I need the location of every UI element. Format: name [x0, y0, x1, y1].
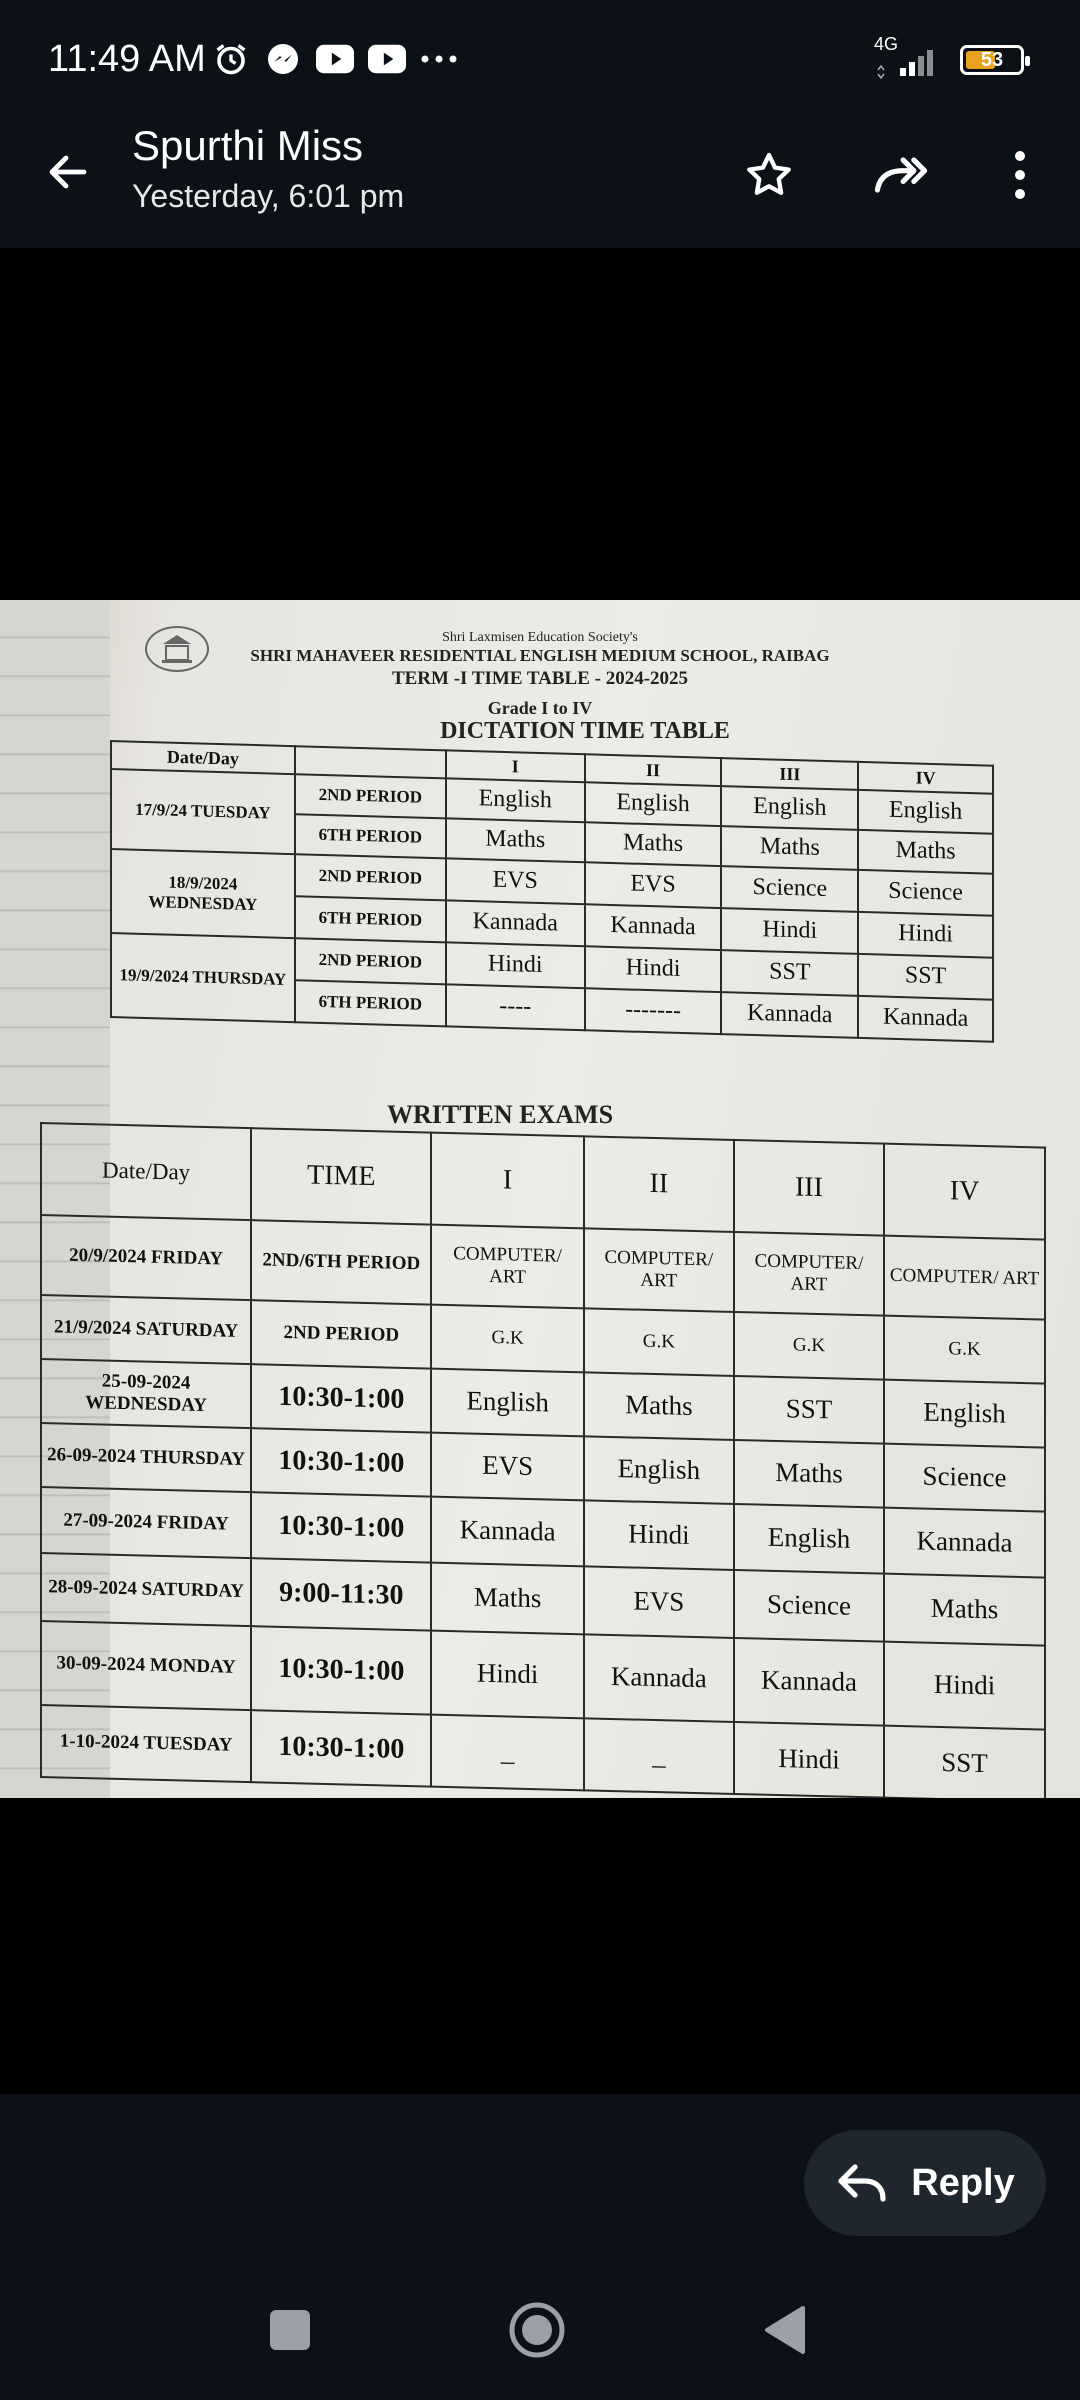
date-cell: 30-09-2024 MONDAY [41, 1621, 251, 1710]
header-cell: TIME [251, 1128, 431, 1224]
status-bar [0, 0, 1080, 120]
subject-cell: English [734, 1504, 884, 1574]
overflow-menu-button[interactable] [985, 140, 1055, 210]
subject-cell: EVS [446, 858, 585, 904]
app-bar [0, 120, 1080, 248]
date-cell: 26-09-2024 THURSDAY [41, 1423, 251, 1492]
battery-icon [960, 45, 1024, 75]
timetable-document [0, 600, 1080, 1798]
period-cell: 2ND PERIOD [295, 938, 446, 984]
subject-cell: Kannada [446, 900, 585, 946]
subject-cell: Kannada [585, 904, 722, 950]
subject-cell: Hindi [721, 908, 858, 954]
notification-icons [212, 40, 458, 78]
network-type: 4G [874, 34, 899, 54]
time-cell: 2ND PERIOD [251, 1300, 431, 1368]
more-dots-icon [420, 40, 458, 78]
subject-cell: Kannada [884, 1508, 1045, 1578]
subject-cell: Kannada [734, 1638, 884, 1726]
date-cell: 28-09-2024 SATURDAY [41, 1553, 251, 1626]
subject-cell: G.K [431, 1305, 583, 1373]
subject-cell: Hindi [584, 1500, 734, 1570]
subject-cell: Hindi [884, 1642, 1045, 1730]
reply-button[interactable] [804, 2130, 1046, 2236]
header-cell: III [734, 1140, 884, 1236]
subject-cell: COMPUTER/ ART [884, 1236, 1045, 1320]
subject-cell: English [721, 786, 858, 830]
subject-cell: Science [721, 866, 858, 912]
forward-button[interactable] [866, 140, 936, 210]
subject-cell: G.K [584, 1308, 734, 1376]
header-cell: I [431, 1133, 583, 1229]
subject-cell: Kannada [721, 992, 858, 1038]
star-button[interactable] [734, 140, 804, 210]
header-cell [295, 746, 446, 778]
subject-cell: SST [884, 1726, 1045, 1798]
written-exams-table [40, 1122, 1046, 1798]
written-exams-title: WRITTEN EXAMS [386, 1100, 614, 1129]
subject-cell: Hindi [431, 1631, 583, 1719]
period-cell: 6TH PERIOD [295, 896, 446, 942]
subject-cell: English [446, 778, 585, 822]
date-cell: 27-09-2024 FRIDAY [41, 1487, 251, 1558]
subject-cell: EVS [585, 862, 722, 908]
battery-level: 53 [980, 48, 1004, 71]
reply-icon [835, 2161, 889, 2205]
subject-cell: Kannada [584, 1634, 734, 1722]
subject-cell: English [585, 782, 722, 826]
nav-back-button[interactable] [744, 2290, 824, 2370]
date-cell: 21/9/2024 SATURDAY [41, 1295, 251, 1364]
time-cell: 10:30-1:00 [251, 1428, 431, 1496]
subject-cell: ------- [585, 988, 722, 1034]
image-viewer[interactable] [0, 600, 1080, 1798]
subject-cell: Science [734, 1570, 884, 1642]
time-cell: 10:30-1:00 [251, 1710, 431, 1786]
message-timestamp: Yesterday, 6:01 pm [132, 178, 405, 214]
subject-cell: COMPUTER/ ART [584, 1228, 734, 1312]
subject-cell: Maths [585, 822, 722, 866]
header-cell: IV [884, 1144, 1045, 1240]
subject-cell: _ [431, 1715, 583, 1791]
period-cell: 2ND PERIOD [295, 854, 446, 900]
subject-cell: Hindi [858, 912, 993, 958]
subject-cell: Science [884, 1444, 1045, 1512]
reply-label: Reply [911, 2161, 1015, 2204]
system-icons [874, 34, 1024, 80]
date-cell: 25-09-2024 WEDNESDAY [41, 1359, 251, 1428]
subject-cell: Maths [431, 1563, 583, 1635]
recents-icon [268, 2308, 312, 2352]
bottom-bar [0, 2094, 1080, 2400]
subject-cell: EVS [431, 1433, 583, 1501]
subject-cell: Hindi [585, 946, 722, 992]
date-cell: 18/9/2024 WEDNESDAY [111, 849, 295, 938]
header-cell: Date/Day [41, 1123, 251, 1220]
subject-cell: Maths [721, 826, 858, 870]
back-triangle-icon [761, 2304, 807, 2356]
subject-cell: Maths [858, 830, 993, 874]
time-cell: 10:30-1:00 [251, 1492, 431, 1562]
home-button[interactable] [497, 2290, 577, 2370]
subject-cell: Kannada [431, 1497, 583, 1567]
subject-cell: Maths [734, 1440, 884, 1508]
date-cell: 1-10-2024 TUESDAY [41, 1705, 251, 1782]
header-cell: II [584, 1136, 734, 1232]
subject-cell: COMPUTER/ ART [431, 1225, 583, 1309]
back-arrow-icon [44, 148, 92, 196]
subject-cell: SST [858, 954, 993, 1000]
home-icon [507, 2300, 567, 2360]
subject-cell: Maths [584, 1372, 734, 1440]
period-cell: 2ND PERIOD [295, 774, 446, 818]
subject-cell: Hindi [734, 1722, 884, 1798]
date-cell: 17/9/24 TUESDAY [111, 769, 295, 854]
forward-icon [871, 149, 931, 201]
youtube-icon [316, 40, 354, 78]
subject-cell: SST [721, 950, 858, 996]
subject-cell: _ [584, 1718, 734, 1794]
grade-range: Grade I to IV [487, 698, 593, 718]
youtube-icon [368, 40, 406, 78]
dictation-title: DICTATION TIME TABLE [440, 718, 730, 744]
time-cell: 10:30-1:00 [251, 1364, 431, 1432]
subject-cell: Maths [884, 1574, 1045, 1646]
subject-cell: Kannada [858, 996, 993, 1042]
sender-name: Spurthi Miss [132, 122, 364, 169]
school-name: SHRI MAHAVEER RESIDENTIAL ENGLISH MEDIUM SCHOOL, RAIBAG [250, 646, 830, 665]
subject-cell: ---- [446, 984, 585, 1030]
subject-cell: English [884, 1380, 1045, 1448]
signal-icon [874, 34, 944, 80]
overflow-menu-icon [1012, 149, 1028, 201]
status-time: 11:49 AM [48, 38, 206, 80]
subject-cell: EVS [584, 1566, 734, 1638]
time-cell: 10:30-1:00 [251, 1626, 431, 1714]
alarm-icon [212, 40, 250, 78]
subject-cell: Maths [446, 818, 585, 862]
subject-cell: Hindi [446, 942, 585, 988]
subject-cell: English [584, 1436, 734, 1504]
subject-cell: Science [858, 870, 993, 916]
term-title: TERM -I TIME TABLE - 2024-2025 [391, 668, 689, 689]
subject-cell: English [858, 790, 993, 834]
date-cell: 20/9/2024 FRIDAY [41, 1215, 251, 1300]
time-cell: 2ND/6TH PERIOD [251, 1220, 431, 1304]
period-cell: 6TH PERIOD [295, 814, 446, 858]
period-cell: 6TH PERIOD [295, 980, 446, 1026]
messenger-icon [264, 40, 302, 78]
subject-cell: COMPUTER/ ART [734, 1232, 884, 1316]
subject-cell: G.K [734, 1312, 884, 1380]
society-name: Shri Laxmisen Education Society's [442, 630, 638, 645]
header-cell: II [585, 754, 722, 786]
star-icon [743, 149, 795, 201]
subject-cell: G.K [884, 1316, 1045, 1384]
recents-button[interactable] [250, 2290, 330, 2370]
date-cell: 19/9/2024 THURSDAY [111, 933, 295, 1022]
subject-cell: SST [734, 1376, 884, 1444]
header-cell: I [446, 750, 585, 782]
header-cell: Date/Day [111, 741, 295, 774]
header-cell: IV [858, 762, 993, 794]
time-cell: 9:00-11:30 [251, 1558, 431, 1630]
subject-cell: English [431, 1369, 583, 1437]
back-button[interactable] [38, 142, 98, 202]
dictation-table [110, 740, 994, 1043]
header-cell: III [721, 758, 858, 790]
